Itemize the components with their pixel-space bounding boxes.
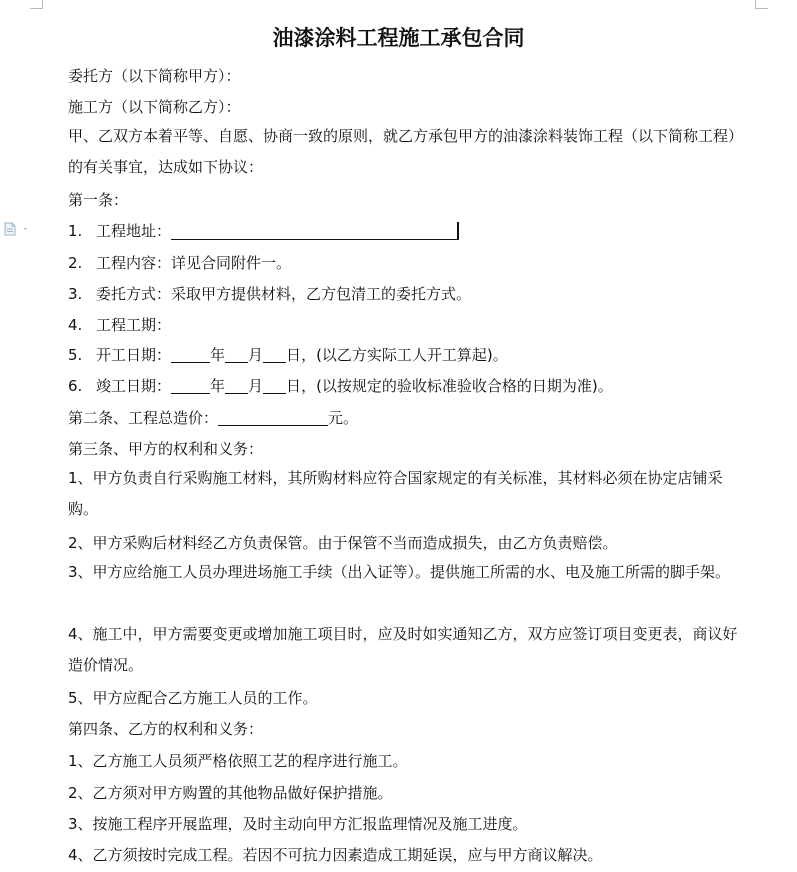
day-label: 日 xyxy=(286,377,302,395)
article-1-heading: 第一条： xyxy=(68,191,129,209)
article-4-heading: 第四条、乙方的权利和义务： xyxy=(68,720,264,738)
article-4-item-3: 3、按施工程序开展监理，及时主动向甲方汇报监理情况及施工进度。 xyxy=(68,815,528,833)
month-label: 月 xyxy=(248,377,264,395)
item-label: 开工日期： xyxy=(96,346,172,364)
day-blank[interactable] xyxy=(263,347,286,363)
article-1-item-start-date xyxy=(68,345,738,365)
page-corner-top-left xyxy=(30,0,43,9)
article-1-item-method xyxy=(68,284,738,304)
article-4-item-1: 1、乙方施工人员须严格依照工艺的程序进行施工。 xyxy=(68,752,408,770)
item-number: 2. xyxy=(68,254,83,272)
article-3-item-1: 1、甲方负责自行采购施工材料，其所购材料应符合国家规定的有关标准，其材料必须在协定店铺采购。 xyxy=(68,469,723,518)
document-title: 油漆涂料工程施工承包合同 xyxy=(272,25,525,50)
month-label: 月 xyxy=(248,346,264,364)
item-number: 3. xyxy=(68,285,83,303)
article-3-item-2: 2、甲方采购后材料经乙方负责保管。由于保管不当而造成损失，由乙方负责赔偿。 xyxy=(68,534,618,552)
article-2-unit: 元。 xyxy=(328,409,359,427)
article-4-item-2: 2、乙方须对甲方购置的其他物品做好保护措施。 xyxy=(68,784,393,802)
party-a-line: 委托方（以下简称甲方）： xyxy=(68,67,241,85)
item-label: 工程地址： xyxy=(96,222,172,240)
article-3-item-3: 3、甲方应给施工人员办理进场施工手续（出入证等）。提供施工所需的水、电及施工所需的脚手架。 xyxy=(68,563,731,581)
document-dropdown-icon[interactable] xyxy=(4,221,30,235)
article-1-item-address xyxy=(68,221,738,241)
year-blank[interactable] xyxy=(171,347,210,363)
page-corner-top-right xyxy=(755,0,768,9)
article-1-item-end-date xyxy=(68,376,738,396)
year-label: 年 xyxy=(210,377,226,395)
party-b-line: 施工方（以下简称乙方）： xyxy=(68,98,241,116)
article-3-item-4: 4、施工中，甲方需要变更或增加施工项目时，应及时如实通知乙方，双方应签订项目变更表，商议好造价情况。 xyxy=(68,625,738,674)
date-note: ，(以乙方实际工人开工算起)。 xyxy=(301,346,508,364)
year-blank[interactable] xyxy=(171,378,210,394)
year-label: 年 xyxy=(210,346,226,364)
intro-paragraph: 甲、乙双方本着平等、自愿、协商一致的原则，就乙方承包甲方的油漆涂料装饰工程（以下简称工程）的有关事宜，达成如下协议： xyxy=(68,127,736,176)
item-label: 竣工日期： xyxy=(96,377,172,395)
month-blank[interactable] xyxy=(225,378,248,394)
item-text: 工程工期： xyxy=(96,316,172,334)
item-text: 委托方式：采取甲方提供材料，乙方包清工的委托方式。 xyxy=(96,285,472,303)
article-2-line xyxy=(68,408,738,428)
item-number: 4. xyxy=(68,316,83,334)
item-number: 5. xyxy=(68,346,83,364)
item-text: 工程内容：详见合同附件一。 xyxy=(96,254,292,272)
day-label: 日 xyxy=(286,346,302,364)
total-price-blank[interactable] xyxy=(218,410,328,426)
article-1-item-period xyxy=(68,315,738,335)
item-number: 6. xyxy=(68,377,83,395)
article-2-label: 第二条、工程总造价： xyxy=(68,409,219,427)
article-4-item-4: 4、乙方须按时完成工程。若因不可抗力因素造成工期延误，应与甲方商议解决。 xyxy=(68,846,603,864)
month-blank[interactable] xyxy=(225,347,248,363)
article-3-item-5: 5、甲方应配合乙方施工人员的工作。 xyxy=(68,689,318,707)
article-1-item-content xyxy=(68,253,738,273)
article-3-heading: 第三条、甲方的权利和义务： xyxy=(68,440,264,458)
date-note: ，(以按规定的验收标准验收合格的日期为准)。 xyxy=(301,377,613,395)
item-number: 1. xyxy=(68,222,83,240)
day-blank[interactable] xyxy=(263,378,286,394)
address-fill-blank[interactable] xyxy=(171,222,459,240)
